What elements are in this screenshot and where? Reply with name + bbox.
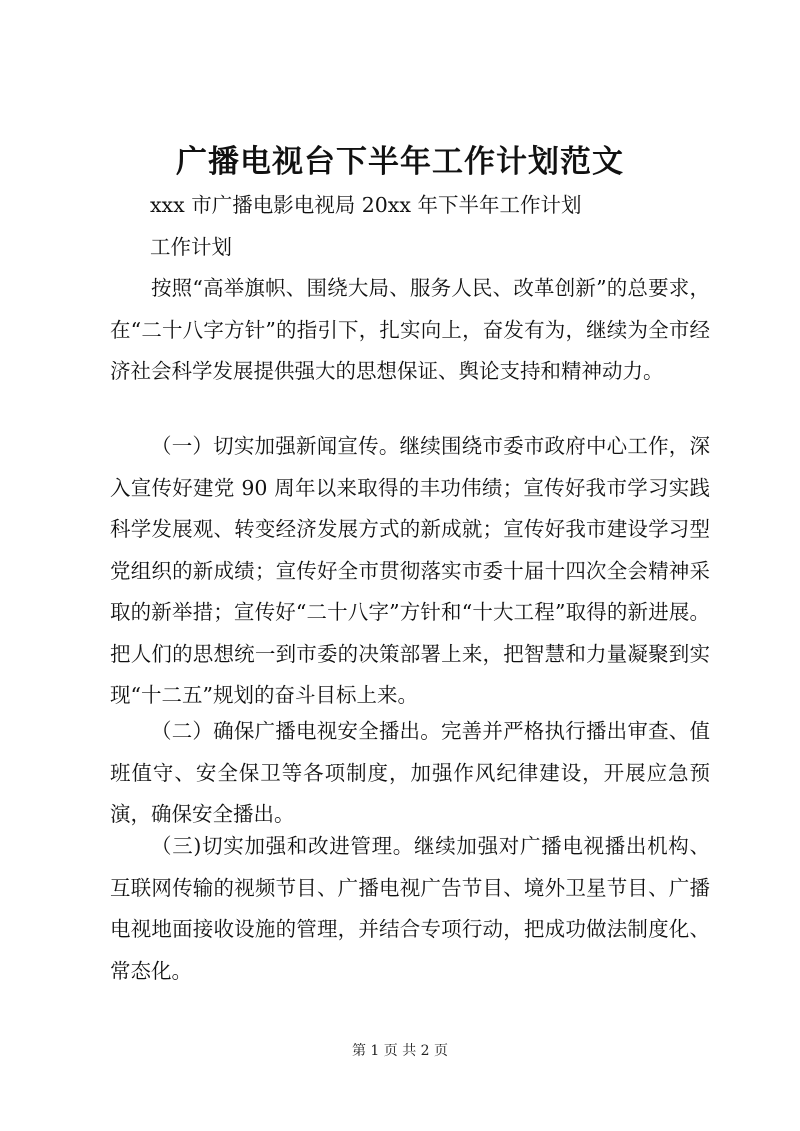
- section-label: 工作计划: [150, 235, 232, 259]
- document-title: 广播电视台下半年工作计划范文: [176, 144, 624, 180]
- paragraph-management: （三)切实加强和改进管理。继续加强对广播电视播出机构、互联网传输的视频节目、广播电视广告节目、境外卫星节目、广播电视地面接收设施的管理，并结合专项行动，把成功做法制度化、常态化。: [110, 834, 710, 983]
- paragraph-intro: 按照“高举旗帜、围绕大局、服务人民、改革创新”的总要求，在“二十八字方针”的指引下，扎实向上，奋发有为，继续为全市经济社会科学发展提供强大的思想保证、舆论支持和精神动力。: [110, 276, 710, 383]
- page-footer: 第 1 页 共 2 页: [351, 1043, 449, 1059]
- paragraph-news-publicity: （一）切实加强新闻宣传。继续围绕市委市政府中心工作，深入宣传好建党 90 周年以来取得的丰功伟绩；宣传好我市学习实践科学发展观、转变经济发展方式的新成就；宣传好我市建设学习型党组织的新成绩；宣传好全市贯彻落实市委十届十四次全会精神采取的新举措；宣传好“二十八字”方针和“十大工程”取得的新进展。把人们的思想统一到市委的决策部署上来，把智慧和力量凝聚到实现“十二五”规划的奋斗目标上来。: [110, 434, 710, 707]
- paragraph-broadcast-safety: （二）确保广播电视安全播出。完善并严格执行播出审查、值班值守、安全保卫等各项制度，加强作风纪律建设，开展应急预演，确保安全播出。: [110, 719, 710, 826]
- document-subtitle: xxx 市广播电影电视局 20xx 年下半年工作计划: [150, 193, 582, 217]
